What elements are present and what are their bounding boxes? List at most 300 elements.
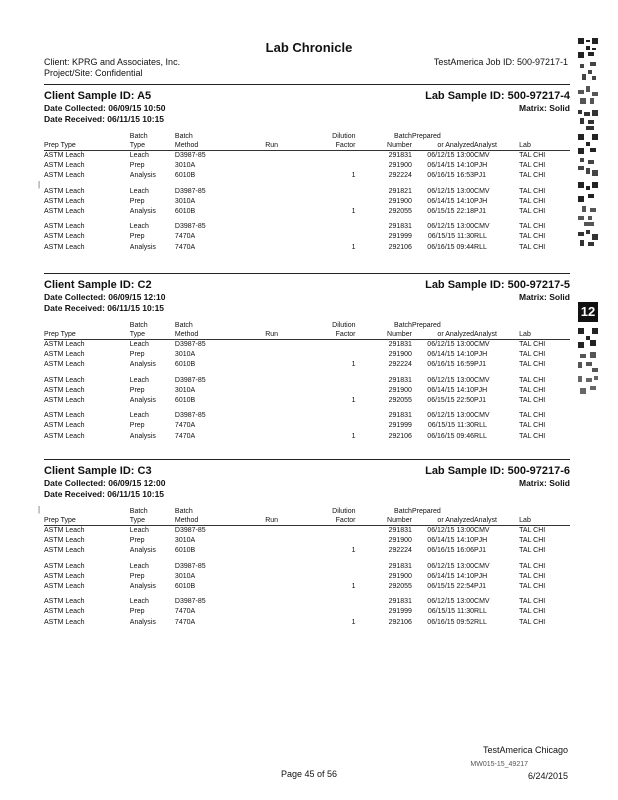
column-header: Batch — [129, 322, 148, 329]
table-cell: 292106 — [388, 243, 412, 251]
column-header: or Analyzed — [412, 330, 474, 340]
column-header: Prepared — [411, 322, 441, 329]
table-cell: Prep — [129, 572, 145, 580]
table-cell — [310, 350, 355, 360]
column-header — [265, 132, 310, 141]
table-cell: Analysis — [129, 432, 156, 440]
table-cell: 06/12/15 13:00 — [427, 562, 475, 570]
column-header: Analyst — [474, 516, 519, 526]
table-cell: TAL CHI — [519, 223, 546, 231]
table-cell: TAL CHI — [519, 608, 546, 616]
table-cell: 06/12/15 13:00 — [427, 527, 475, 534]
table-cell: 7470A — [174, 608, 196, 616]
table-cell: 06/14/15 14:10 — [427, 162, 475, 170]
table-cell: TAL CHI — [519, 172, 546, 180]
table-cell: PJ1 — [474, 583, 487, 591]
table-cell: 291831 — [388, 412, 412, 420]
date-received: Date Received: 06/11/15 10:15 — [44, 303, 165, 313]
table-cell: ASTM Leach — [44, 223, 85, 231]
section-tab[interactable]: 12 — [578, 302, 598, 322]
table-cell: 291831 — [388, 527, 412, 534]
barcode-icon — [578, 328, 598, 348]
date-collected: Date Collected: 06/09/15 12:00 — [44, 478, 166, 488]
table-row — [44, 572, 570, 582]
table-cell: 291831 — [388, 341, 412, 348]
table-cell: TAL CHI — [519, 208, 546, 216]
lab-sample-id: Lab Sample ID: 500-97217-4 — [425, 90, 570, 102]
table-cell — [265, 171, 310, 181]
table-cell: PJH — [474, 386, 488, 394]
table-cell: 06/14/15 14:10 — [427, 197, 475, 205]
table-cell: 06/14/15 14:10 — [427, 537, 475, 545]
table-cell: ASTM Leach — [44, 361, 85, 369]
table-cell: Prep — [129, 422, 145, 430]
column-header: or Analyzed — [412, 141, 474, 151]
table-cell: 06/16/15 16:06 — [427, 547, 475, 555]
table-cell: 1 — [351, 583, 356, 591]
page-number: Page 45 of 56 — [280, 769, 338, 779]
table-cell: TAL CHI — [519, 397, 546, 405]
column-header: Method — [175, 330, 265, 340]
table-cell: 292106 — [388, 432, 412, 440]
table-cell: 6010B — [174, 583, 196, 591]
table-cell: 291831 — [388, 598, 412, 606]
table-cell: ASTM Leach — [44, 162, 85, 170]
lab-sample-id: Lab Sample ID: 500-97217-5 — [425, 279, 570, 291]
table-cell: 06/16/15 16:53 — [427, 172, 475, 180]
table-cell: ASTM Leach — [44, 208, 85, 216]
table-cell: 06/15/15 22:54 — [427, 583, 475, 591]
table-cell — [265, 386, 310, 396]
table-cell: ASTM Leach — [44, 572, 85, 580]
table-cell: 06/16/15 09:44 — [427, 243, 475, 251]
table-cell: TAL CHI — [519, 351, 546, 359]
table-cell: 291831 — [388, 152, 412, 159]
table-cell: 1 — [351, 618, 356, 626]
table-cell: 291999 — [388, 608, 412, 616]
table-row — [44, 207, 570, 217]
table-cell: TAL CHI — [519, 162, 546, 170]
barcode-icon — [578, 352, 598, 372]
table-cell — [310, 197, 355, 207]
table-cell: D3987-85 — [174, 223, 206, 231]
column-header: Batch — [174, 322, 193, 329]
print-date: 6/24/2015 — [527, 771, 568, 781]
table-cell: 292224 — [388, 547, 412, 555]
barcode-icon — [578, 182, 598, 202]
column-header: Type — [130, 141, 175, 151]
column-header: Dilution — [332, 133, 356, 140]
table-cell: ASTM Leach — [44, 187, 85, 195]
table-row — [44, 360, 570, 370]
matrix: Matrix: Solid — [518, 103, 570, 113]
matrix: Matrix: Solid — [518, 478, 570, 488]
column-header: Run — [265, 330, 310, 340]
table-cell: Prep — [129, 197, 145, 205]
table-cell: Leach — [129, 412, 149, 420]
table-cell: 291831 — [388, 223, 412, 231]
table-cell: 291900 — [388, 386, 412, 394]
table-cell — [265, 182, 310, 197]
table-cell: RLL — [474, 233, 487, 241]
table-cell: PJH — [474, 162, 488, 170]
table-cell: 06/12/15 13:00 — [427, 341, 475, 348]
table-row — [44, 618, 570, 628]
table-cell: ASTM Leach — [44, 351, 85, 359]
table-cell — [310, 536, 355, 546]
matrix: Matrix: Solid — [518, 292, 570, 302]
table-cell: 292055 — [388, 208, 412, 216]
column-header: Number — [356, 516, 412, 526]
table-cell: ASTM Leach — [44, 397, 85, 405]
table-row — [44, 182, 570, 197]
table-cell — [310, 526, 355, 537]
table-row — [44, 171, 570, 181]
column-header: Method — [175, 516, 265, 526]
table-cell: 1 — [351, 243, 356, 251]
table-cell: Prep — [129, 351, 145, 359]
table-cell: 6010B — [174, 361, 196, 369]
barcode-icon — [578, 110, 598, 130]
date-received: Date Received: 06/11/15 10:15 — [44, 114, 165, 124]
barcode-icon — [578, 134, 598, 154]
table-cell: 1 — [351, 361, 356, 369]
date-received: Date Received: 06/11/15 10:15 — [44, 489, 165, 499]
table-cell: 06/12/15 13:00 — [427, 152, 475, 159]
table-cell: CMV — [474, 412, 490, 420]
table-cell: PJ1 — [474, 172, 487, 180]
table-cell: PJ1 — [474, 547, 487, 555]
table-cell: Analysis — [129, 618, 156, 626]
table-cell: Prep — [129, 386, 145, 394]
table-cell: TAL CHI — [519, 598, 546, 606]
column-header: Batch — [394, 133, 412, 140]
table-row — [44, 432, 570, 442]
barcode-icon — [578, 62, 598, 82]
column-header: Number — [356, 141, 412, 151]
table-cell: 291999 — [388, 422, 412, 430]
table-cell — [265, 151, 310, 162]
date-collected: Date Collected: 06/09/15 12:10 — [44, 292, 166, 302]
table-cell: Prep — [129, 608, 145, 616]
table-cell: 7470A — [174, 618, 196, 626]
table-cell: 06/16/15 16:59 — [427, 361, 475, 369]
table-cell: Prep — [129, 537, 145, 545]
table-cell: Leach — [129, 152, 149, 159]
column-header: Type — [130, 516, 175, 526]
table-cell — [310, 340, 355, 351]
table-cell: PJH — [474, 351, 488, 359]
table-cell — [310, 151, 355, 162]
column-header — [519, 132, 570, 141]
table-cell: TAL CHI — [519, 422, 546, 430]
column-header: Method — [175, 141, 265, 151]
barcode-icon — [578, 38, 598, 58]
table-cell — [265, 406, 310, 421]
table-cell: 1 — [351, 432, 356, 440]
table-cell: Analysis — [129, 208, 156, 216]
table-cell: 06/16/15 09:46 — [427, 432, 475, 440]
column-header: Analyst — [474, 141, 519, 151]
table-cell: 6010B — [174, 208, 196, 216]
table-cell: 06/14/15 14:10 — [427, 386, 475, 394]
table-cell: 3010A — [174, 351, 196, 359]
table-cell — [310, 607, 355, 617]
table-cell — [310, 386, 355, 396]
table-cell: ASTM Leach — [44, 422, 85, 430]
column-header — [519, 321, 570, 330]
table-cell — [265, 546, 310, 556]
table-cell: 291999 — [388, 233, 412, 241]
table-cell: PJH — [474, 537, 488, 545]
barcode-icon — [578, 376, 598, 396]
table-cell: Leach — [129, 598, 149, 606]
table-cell: D3987-85 — [174, 152, 206, 159]
table-cell: CMV — [474, 152, 490, 159]
table-cell: Leach — [129, 376, 149, 384]
table-cell — [265, 572, 310, 582]
table-cell: TAL CHI — [519, 412, 546, 420]
table-cell: RLL — [474, 432, 487, 440]
project-site: Project/Site: Confidential — [44, 68, 143, 78]
table-cell: TAL CHI — [519, 572, 546, 580]
table-cell: 7470A — [174, 243, 196, 251]
table-cell: 1 — [351, 208, 356, 216]
chronicle-table — [44, 321, 570, 442]
column-header: Dilution — [332, 322, 356, 329]
table-cell — [310, 182, 355, 197]
table-cell: 06/12/15 13:00 — [427, 598, 475, 606]
column-header: Prepared — [411, 508, 441, 515]
column-header: Prep Type — [44, 141, 130, 151]
table-cell: 06/12/15 13:00 — [427, 376, 475, 384]
page-title: Lab Chronicle — [265, 40, 353, 55]
client-sample-id: Client Sample ID: A5 — [44, 90, 152, 102]
table-cell: TAL CHI — [519, 562, 546, 570]
table-cell: ASTM Leach — [44, 172, 85, 180]
table-cell — [265, 161, 310, 171]
table-cell: CMV — [474, 223, 490, 231]
table-cell — [310, 406, 355, 421]
table-cell: TAL CHI — [519, 386, 546, 394]
table-cell — [265, 350, 310, 360]
table-cell: 06/16/15 09:52 — [427, 618, 475, 626]
table-cell: RLL — [474, 618, 487, 626]
table-cell: PJ1 — [474, 208, 487, 216]
table-cell: 06/15/15 22:50 — [427, 397, 475, 405]
table-cell — [265, 396, 310, 406]
table-row — [44, 582, 570, 592]
table-row — [44, 546, 570, 556]
table-cell — [310, 421, 355, 431]
divider — [44, 459, 570, 460]
table-cell: CMV — [474, 376, 490, 384]
table-cell: TAL CHI — [519, 527, 546, 534]
table-cell: 7470A — [174, 233, 196, 241]
table-cell: PJ1 — [474, 361, 487, 369]
table-cell: RLL — [474, 608, 487, 616]
table-cell: ASTM Leach — [44, 562, 85, 570]
table-cell: ASTM Leach — [44, 608, 85, 616]
table-row — [44, 350, 570, 360]
table-cell — [265, 217, 310, 232]
table-cell — [265, 207, 310, 217]
column-header: Batch — [174, 508, 193, 515]
job-id: TestAmerica Job ID: 500-97217-1 — [433, 57, 568, 67]
table-cell: 3010A — [174, 386, 196, 394]
table-cell — [265, 421, 310, 431]
table-cell — [265, 197, 310, 207]
table-cell: 291900 — [388, 537, 412, 545]
table-cell: TAL CHI — [519, 243, 546, 251]
table-cell: 06/14/15 14:10 — [427, 351, 475, 359]
table-cell: Analysis — [129, 243, 156, 251]
table-cell: ASTM Leach — [44, 432, 85, 440]
table-cell: TAL CHI — [519, 537, 546, 545]
table-cell: TAL CHI — [519, 197, 546, 205]
column-header: Dilution — [332, 508, 356, 515]
divider — [44, 273, 570, 274]
margin-mark: | — [38, 505, 41, 514]
table-cell: Leach — [129, 341, 149, 348]
table-cell — [265, 232, 310, 242]
barcode-icon — [578, 158, 598, 178]
table-cell: PJH — [474, 197, 488, 205]
table-cell: 06/12/15 13:00 — [427, 412, 475, 420]
table-cell: 292224 — [388, 172, 412, 180]
date-collected: Date Collected: 06/09/15 10:50 — [44, 103, 166, 113]
table-cell: TAL CHI — [519, 376, 546, 384]
table-cell — [265, 526, 310, 537]
table-cell: TAL CHI — [519, 432, 546, 440]
column-header: Batch — [394, 322, 412, 329]
table-cell: 1 — [351, 397, 356, 405]
table-cell: D3987-85 — [174, 341, 206, 348]
table-cell: PJ1 — [474, 397, 487, 405]
table-row — [44, 197, 570, 207]
barcode-icon — [578, 230, 598, 250]
table-cell: 3010A — [174, 537, 196, 545]
table-cell: ASTM Leach — [44, 583, 85, 591]
barcode-icon — [578, 86, 598, 106]
column-header: Batch — [174, 133, 193, 140]
table-cell: 291831 — [388, 562, 412, 570]
table-cell: ASTM Leach — [44, 537, 85, 545]
table-cell: 292055 — [388, 397, 412, 405]
table-cell: 291900 — [388, 197, 412, 205]
table-cell — [310, 217, 355, 232]
table-cell: TAL CHI — [519, 152, 546, 159]
table-cell — [265, 592, 310, 607]
table-cell: Analysis — [129, 583, 156, 591]
column-header: Batch — [129, 133, 148, 140]
table-cell — [310, 232, 355, 242]
table-cell: ASTM Leach — [44, 243, 85, 251]
table-cell — [265, 360, 310, 370]
table-cell: 6010B — [174, 172, 196, 180]
column-header — [44, 132, 130, 141]
table-row — [44, 386, 570, 396]
table-cell: 06/12/15 13:00 — [427, 187, 475, 195]
column-header: Batch — [394, 508, 412, 515]
table-cell: 06/15/15 11:30 — [427, 422, 475, 430]
column-header: Factor — [310, 516, 355, 526]
table-cell: D3987-85 — [174, 412, 206, 420]
column-header — [519, 507, 570, 516]
table-cell: 291831 — [388, 376, 412, 384]
column-header: or Analyzed — [412, 516, 474, 526]
table-cell: 291900 — [388, 162, 412, 170]
column-header: Factor — [310, 141, 355, 151]
table-row — [44, 340, 570, 351]
table-cell: ASTM Leach — [44, 152, 85, 159]
table-cell: RLL — [474, 422, 487, 430]
column-header — [474, 132, 519, 141]
table-cell: CMV — [474, 187, 490, 195]
margin-mark: | — [38, 180, 41, 189]
table-cell: TAL CHI — [519, 187, 546, 195]
column-header: Run — [265, 141, 310, 151]
table-cell: D3987-85 — [174, 376, 206, 384]
table-cell: ASTM Leach — [44, 376, 85, 384]
table-row — [44, 371, 570, 386]
table-row — [44, 557, 570, 572]
table-cell — [265, 432, 310, 442]
column-header: Lab — [519, 516, 570, 526]
table-cell: PJH — [474, 572, 488, 580]
column-header: Factor — [310, 330, 355, 340]
table-cell: TAL CHI — [519, 547, 546, 555]
table-cell: Analysis — [129, 547, 156, 555]
table-cell: D3987-85 — [174, 562, 206, 570]
chronicle-table — [44, 507, 570, 628]
table-row — [44, 232, 570, 242]
column-header — [474, 507, 519, 516]
table-cell: Leach — [129, 187, 149, 195]
table-cell: 06/12/15 13:00 — [427, 223, 475, 231]
table-row — [44, 536, 570, 546]
client-name: Client: KPRG and Associates, Inc. — [44, 57, 181, 67]
table-row — [44, 421, 570, 431]
column-header: Type — [130, 330, 175, 340]
table-cell — [265, 618, 310, 628]
table-cell: ASTM Leach — [44, 233, 85, 241]
column-header: Prepared — [411, 133, 441, 140]
table-cell: CMV — [474, 341, 490, 348]
table-cell — [265, 536, 310, 546]
table-row — [44, 406, 570, 421]
table-row — [44, 151, 570, 162]
table-cell: 3010A — [174, 162, 196, 170]
column-header — [265, 321, 310, 330]
table-cell: 3010A — [174, 197, 196, 205]
table-cell: ASTM Leach — [44, 197, 85, 205]
table-cell: CMV — [474, 598, 490, 606]
column-header: Prep Type — [44, 330, 130, 340]
table-cell: ASTM Leach — [44, 412, 85, 420]
table-cell — [310, 371, 355, 386]
divider — [44, 84, 570, 85]
column-header: Batch — [129, 508, 148, 515]
table-row — [44, 526, 570, 537]
table-cell: ASTM Leach — [44, 618, 85, 626]
table-cell: ASTM Leach — [44, 527, 85, 534]
table-cell: Analysis — [129, 397, 156, 405]
table-cell: ASTM Leach — [44, 341, 85, 348]
column-header: Run — [265, 516, 310, 526]
table-cell: ASTM Leach — [44, 386, 85, 394]
column-header — [265, 507, 310, 516]
